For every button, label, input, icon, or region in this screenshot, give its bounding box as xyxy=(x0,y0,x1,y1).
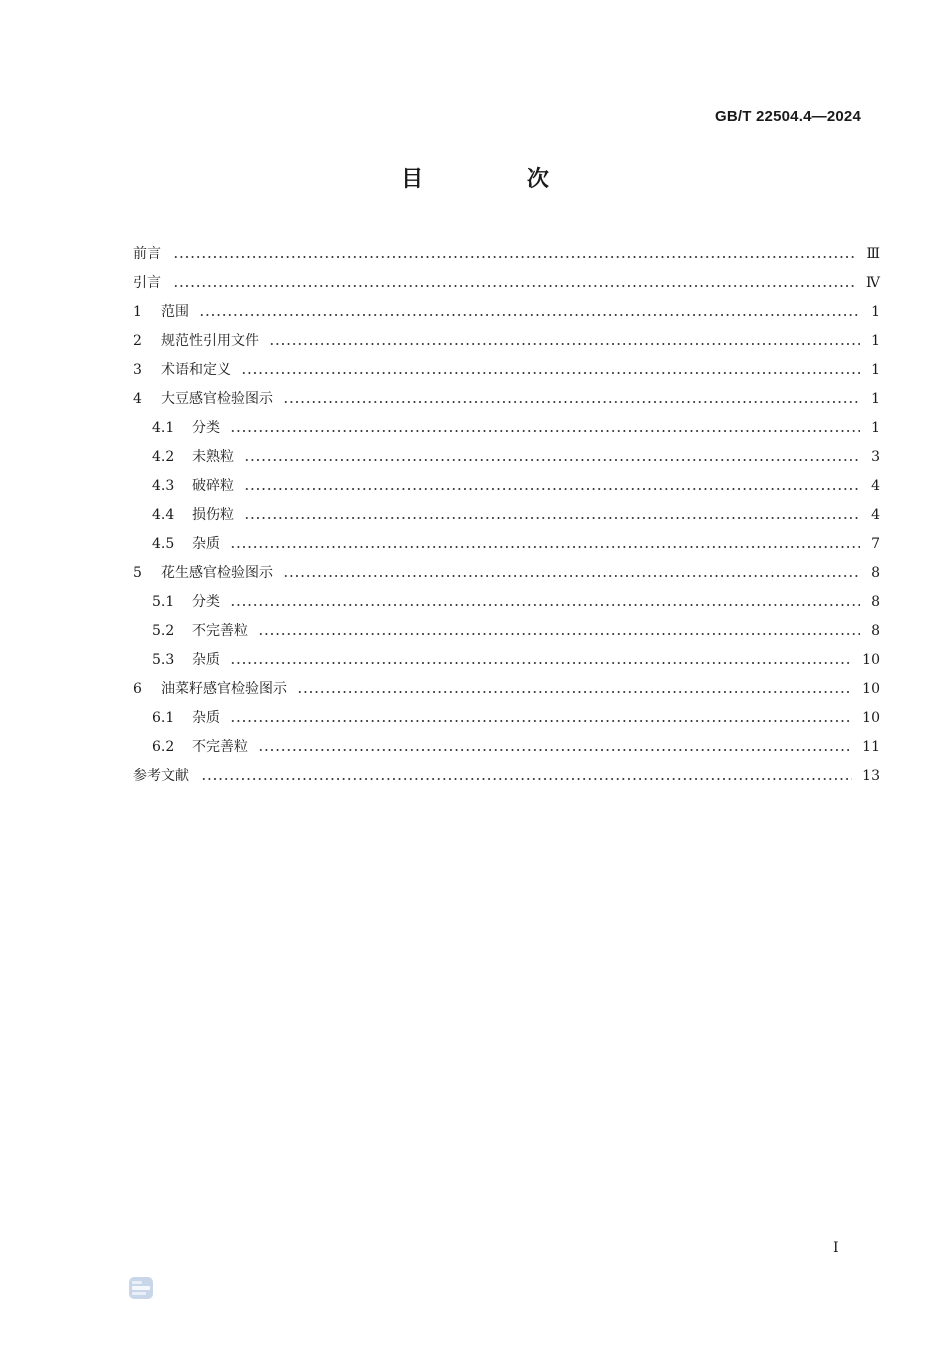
toc-entry-number: 1 xyxy=(133,304,142,320)
dot-leader xyxy=(201,778,852,780)
toc-entry[interactable] xyxy=(133,269,880,298)
dot-leader xyxy=(297,691,852,693)
dot-leader xyxy=(230,430,860,432)
dot-leader xyxy=(244,517,860,519)
toc-entry-number: 5.3 xyxy=(152,652,175,668)
toc-entry-number: 2 xyxy=(133,333,142,349)
toc-subentry[interactable] xyxy=(133,646,880,675)
toc-entry-label: 花生感官检验图示 xyxy=(161,565,273,581)
toc-entry-page: Ⅲ xyxy=(866,246,880,262)
dot-leader xyxy=(241,372,860,374)
toc-entry[interactable] xyxy=(133,298,880,327)
sac-logo-icon xyxy=(129,1277,153,1299)
toc-entry-label: 杂质 xyxy=(192,536,220,552)
toc-entry-label: 规范性引用文件 xyxy=(161,333,259,349)
toc-entry[interactable] xyxy=(133,762,880,791)
toc-entry-page: 1 xyxy=(871,304,880,320)
toc-entry-page: 11 xyxy=(862,739,880,755)
toc-entry-label: 参考文献 xyxy=(133,768,189,784)
toc-entry-number: 4.5 xyxy=(152,536,175,552)
toc-entry-label: 分类 xyxy=(192,594,220,610)
toc-entry-number: 3 xyxy=(133,362,142,378)
dot-leader xyxy=(230,720,852,722)
toc-entry-label: 大豆感官检验图示 xyxy=(161,391,273,407)
table-of-contents xyxy=(133,240,880,791)
toc-entry-number: 4.3 xyxy=(152,478,175,494)
toc-entry-page: 7 xyxy=(871,536,880,552)
toc-entry-number: 4.4 xyxy=(152,507,175,523)
toc-entry-label: 杂质 xyxy=(192,710,220,726)
toc-entry[interactable] xyxy=(133,675,880,704)
toc-subentry[interactable] xyxy=(133,530,880,559)
toc-entry-label: 术语和定义 xyxy=(161,362,231,378)
page-folio: I xyxy=(833,1240,839,1256)
toc-entry-number: 4.2 xyxy=(152,449,175,465)
toc-entry-page: 10 xyxy=(862,710,880,726)
toc-entry-page: 8 xyxy=(871,594,880,610)
dot-leader xyxy=(230,662,852,664)
toc-entry[interactable] xyxy=(133,356,880,385)
toc-entry-label: 油菜籽感官检验图示 xyxy=(161,681,287,697)
toc-entry-page: 1 xyxy=(871,362,880,378)
toc-entry-page: 10 xyxy=(862,681,880,697)
toc-subentry[interactable] xyxy=(133,733,880,762)
toc-subentry[interactable] xyxy=(133,704,880,733)
toc-entry[interactable] xyxy=(133,327,880,356)
toc-entry-page: 8 xyxy=(871,623,880,639)
dot-leader xyxy=(230,604,860,606)
toc-title: 目 次 xyxy=(401,167,597,192)
toc-entry[interactable] xyxy=(133,559,880,588)
dot-leader xyxy=(230,546,860,548)
toc-entry-label: 不完善粒 xyxy=(192,623,248,639)
toc-entry-number: 5.2 xyxy=(152,623,175,639)
toc-entry-page: 4 xyxy=(871,478,880,494)
toc-entry-label: 不完善粒 xyxy=(192,739,248,755)
toc-entry-label: 杂质 xyxy=(192,652,220,668)
dot-leader xyxy=(173,256,856,258)
toc-entry-page: 1 xyxy=(871,420,880,436)
dot-leader xyxy=(244,488,860,490)
toc-entry-number: 6 xyxy=(133,681,142,697)
toc-entry-page: 10 xyxy=(862,652,880,668)
dot-leader xyxy=(283,575,860,577)
toc-entry-number: 5 xyxy=(133,565,142,581)
toc-entry-page: 3 xyxy=(871,449,880,465)
toc-subentry[interactable] xyxy=(133,472,880,501)
toc-entry-label: 前言 xyxy=(133,246,161,262)
toc-entry-label: 范围 xyxy=(161,304,189,320)
toc-entry-number: 4 xyxy=(133,391,142,407)
toc-entry-label: 损伤粒 xyxy=(192,507,234,523)
toc-subentry[interactable] xyxy=(133,617,880,646)
dot-leader xyxy=(258,749,852,751)
toc-subentry[interactable] xyxy=(133,443,880,472)
toc-entry[interactable] xyxy=(133,240,880,269)
toc-entry-page: 8 xyxy=(871,565,880,581)
toc-entry-label: 分类 xyxy=(192,420,220,436)
toc-subentry[interactable] xyxy=(133,414,880,443)
dot-leader xyxy=(199,314,860,316)
toc-entry-page: 4 xyxy=(871,507,880,523)
toc-entry-page: 1 xyxy=(871,333,880,349)
dot-leader xyxy=(269,343,860,345)
toc-entry-page: 13 xyxy=(862,768,880,784)
dot-leader xyxy=(258,633,860,635)
toc-entry-number: 6.1 xyxy=(152,710,175,726)
dot-leader xyxy=(283,401,860,403)
toc-entry[interactable] xyxy=(133,385,880,414)
toc-entry-number: 4.1 xyxy=(152,420,175,436)
toc-entry-label: 未熟粒 xyxy=(192,449,234,465)
toc-entry-page: Ⅳ xyxy=(866,275,880,291)
toc-entry-page: 1 xyxy=(871,391,880,407)
dot-leader xyxy=(173,285,856,287)
toc-entry-number: 6.2 xyxy=(152,739,175,755)
toc-entry-number: 5.1 xyxy=(152,594,175,610)
toc-subentry[interactable] xyxy=(133,501,880,530)
toc-subentry[interactable] xyxy=(133,588,880,617)
standard-number: GB/T 22504.4—2024 xyxy=(715,108,861,125)
toc-entry-label: 引言 xyxy=(133,275,161,291)
dot-leader xyxy=(244,459,860,461)
toc-entry-label: 破碎粒 xyxy=(192,478,234,494)
